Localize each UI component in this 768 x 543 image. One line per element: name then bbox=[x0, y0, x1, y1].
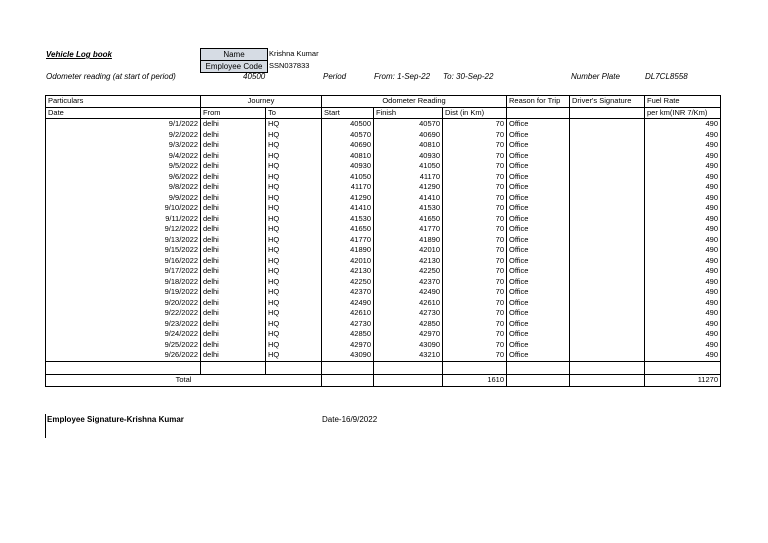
dist-cell: 70 bbox=[443, 329, 507, 340]
start-cell: 43090 bbox=[322, 350, 374, 361]
dist-cell: 70 bbox=[443, 319, 507, 330]
driver-signature-cell bbox=[570, 319, 645, 330]
driver-signature-cell bbox=[570, 329, 645, 340]
dist-cell: 70 bbox=[443, 287, 507, 298]
date-cell: 9/19/2022 bbox=[46, 287, 201, 298]
table-row bbox=[46, 203, 721, 214]
date-cell: 9/6/2022 bbox=[46, 172, 201, 183]
date-cell: 9/25/2022 bbox=[46, 340, 201, 351]
table-row bbox=[46, 214, 721, 225]
fuel-cell: 490 bbox=[645, 161, 721, 172]
driver-signature-cell bbox=[570, 172, 645, 183]
from-cell: delhi bbox=[201, 298, 266, 309]
fuel-cell: 490 bbox=[645, 277, 721, 288]
driver-signature-cell bbox=[570, 182, 645, 193]
start-cell: 42610 bbox=[322, 308, 374, 319]
finish-cell: 41290 bbox=[374, 182, 443, 193]
finish-cell: 40690 bbox=[374, 130, 443, 141]
number-plate-value: DL7CL8558 bbox=[645, 72, 688, 81]
fuel-rate-header: Fuel Rate bbox=[645, 96, 721, 108]
finish-cell: 41650 bbox=[374, 214, 443, 225]
to-cell: HQ bbox=[266, 340, 322, 351]
start-cell: 41170 bbox=[322, 182, 374, 193]
to-cell: HQ bbox=[266, 329, 322, 340]
start-cell: 41410 bbox=[322, 203, 374, 214]
driver-signature-header: Driver's Signature bbox=[570, 96, 645, 108]
fuel-cell: 490 bbox=[645, 329, 721, 340]
driver-signature-cell bbox=[570, 119, 645, 130]
dist-cell: 70 bbox=[443, 245, 507, 256]
date-cell: 9/11/2022 bbox=[46, 214, 201, 225]
start-cell: 41650 bbox=[322, 224, 374, 235]
date-cell: 9/15/2022 bbox=[46, 245, 201, 256]
finish-cell: 41410 bbox=[374, 193, 443, 204]
table-row bbox=[46, 119, 721, 130]
blank-cell bbox=[570, 361, 645, 374]
finish-cell: 40930 bbox=[374, 151, 443, 162]
header-row-1 bbox=[46, 96, 721, 108]
blank-cell bbox=[645, 361, 721, 374]
driver-signature-cell bbox=[570, 256, 645, 267]
name-label: Name bbox=[200, 48, 268, 61]
driver-signature-cell bbox=[570, 350, 645, 361]
fuel-cell: 490 bbox=[645, 266, 721, 277]
driver-signature-cell bbox=[570, 140, 645, 151]
period-label: Period bbox=[323, 72, 347, 81]
finish-cell: 40810 bbox=[374, 140, 443, 151]
from-cell: delhi bbox=[201, 350, 266, 361]
dist-cell: 70 bbox=[443, 151, 507, 162]
reason-cell: Office bbox=[507, 224, 570, 235]
total-start-cell bbox=[322, 374, 374, 386]
employee-code-value: SSN037833 bbox=[269, 61, 310, 70]
dist-cell: 70 bbox=[443, 130, 507, 141]
reason-cell: Office bbox=[507, 256, 570, 267]
from-cell: delhi bbox=[201, 140, 266, 151]
fuel-rate-unit-header: per km(INR 7/Km) bbox=[645, 107, 721, 119]
reason-subheader bbox=[507, 107, 570, 119]
table-row bbox=[46, 287, 721, 298]
finish-cell: 42730 bbox=[374, 308, 443, 319]
dist-cell: 70 bbox=[443, 182, 507, 193]
reason-cell: Office bbox=[507, 350, 570, 361]
driver-signature-cell bbox=[570, 161, 645, 172]
table-row bbox=[46, 172, 721, 183]
reason-cell: Office bbox=[507, 130, 570, 141]
start-cell: 41290 bbox=[322, 193, 374, 204]
table-row bbox=[46, 277, 721, 288]
start-cell: 41530 bbox=[322, 214, 374, 225]
from-cell: delhi bbox=[201, 182, 266, 193]
start-cell: 40810 bbox=[322, 151, 374, 162]
reason-cell: Office bbox=[507, 151, 570, 162]
reason-cell: Office bbox=[507, 182, 570, 193]
date-cell: 9/24/2022 bbox=[46, 329, 201, 340]
table-row bbox=[46, 161, 721, 172]
table-row bbox=[46, 266, 721, 277]
start-cell: 40690 bbox=[322, 140, 374, 151]
reason-cell: Office bbox=[507, 329, 570, 340]
driver-signature-cell bbox=[570, 214, 645, 225]
date-cell: 9/12/2022 bbox=[46, 224, 201, 235]
dist-cell: 70 bbox=[443, 308, 507, 319]
finish-cell: 42010 bbox=[374, 245, 443, 256]
reason-cell: Office bbox=[507, 266, 570, 277]
finish-cell: 42130 bbox=[374, 256, 443, 267]
log-title: Vehicle Log book bbox=[46, 50, 112, 59]
fuel-cell: 490 bbox=[645, 151, 721, 162]
table-row bbox=[46, 256, 721, 267]
total-label: Total bbox=[46, 374, 322, 386]
journey-header: Journey bbox=[201, 96, 322, 108]
finish-cell: 41050 bbox=[374, 161, 443, 172]
start-cell: 40500 bbox=[322, 119, 374, 130]
date-cell: 9/22/2022 bbox=[46, 308, 201, 319]
date-cell: 9/10/2022 bbox=[46, 203, 201, 214]
fuel-cell: 490 bbox=[645, 193, 721, 204]
driver-signature-cell bbox=[570, 308, 645, 319]
to-cell: HQ bbox=[266, 245, 322, 256]
to-cell: HQ bbox=[266, 298, 322, 309]
finish-cell: 42490 bbox=[374, 287, 443, 298]
driver-signature-subheader bbox=[570, 107, 645, 119]
dist-cell: 70 bbox=[443, 298, 507, 309]
from-cell: delhi bbox=[201, 277, 266, 288]
date-cell: 9/5/2022 bbox=[46, 161, 201, 172]
blank-cell bbox=[507, 361, 570, 374]
employee-signature: Employee Signature-Krishna Kumar bbox=[47, 415, 184, 424]
start-cell: 42850 bbox=[322, 329, 374, 340]
reason-cell: Office bbox=[507, 119, 570, 130]
date-cell: 9/17/2022 bbox=[46, 266, 201, 277]
date-cell: 9/3/2022 bbox=[46, 140, 201, 151]
table-row bbox=[46, 235, 721, 246]
table-row bbox=[46, 140, 721, 151]
start-cell: 40570 bbox=[322, 130, 374, 141]
driver-signature-cell bbox=[570, 193, 645, 204]
finish-cell: 43090 bbox=[374, 340, 443, 351]
table-row bbox=[46, 182, 721, 193]
finish-cell: 42370 bbox=[374, 277, 443, 288]
finish-cell: 41770 bbox=[374, 224, 443, 235]
from-header: From bbox=[201, 107, 266, 119]
blank-cell bbox=[322, 361, 374, 374]
to-cell: HQ bbox=[266, 256, 322, 267]
signature-line bbox=[45, 414, 46, 438]
start-cell: 42010 bbox=[322, 256, 374, 267]
reason-cell: Office bbox=[507, 319, 570, 330]
odometer-reading-header: Odometer Reading bbox=[322, 96, 507, 108]
dist-cell: 70 bbox=[443, 224, 507, 235]
start-cell: 41890 bbox=[322, 245, 374, 256]
dist-cell: 70 bbox=[443, 266, 507, 277]
from-cell: delhi bbox=[201, 193, 266, 204]
employee-code-label: Employee Code bbox=[200, 60, 268, 73]
odometer-label: Odometer reading (at start of period) bbox=[46, 72, 176, 81]
date-cell: 9/4/2022 bbox=[46, 151, 201, 162]
fuel-cell: 490 bbox=[645, 224, 721, 235]
fuel-cell: 490 bbox=[645, 245, 721, 256]
table-row bbox=[46, 151, 721, 162]
total-row bbox=[46, 374, 721, 386]
reason-cell: Office bbox=[507, 140, 570, 151]
dist-cell: 70 bbox=[443, 256, 507, 267]
reason-cell: Office bbox=[507, 193, 570, 204]
reason-cell: Office bbox=[507, 287, 570, 298]
finish-cell: 42970 bbox=[374, 329, 443, 340]
finish-cell: 41170 bbox=[374, 172, 443, 183]
fuel-cell: 490 bbox=[645, 319, 721, 330]
date-cell: 9/13/2022 bbox=[46, 235, 201, 246]
date-cell: 9/9/2022 bbox=[46, 193, 201, 204]
to-header: To bbox=[266, 107, 322, 119]
dist-cell: 70 bbox=[443, 119, 507, 130]
from-cell: delhi bbox=[201, 266, 266, 277]
from-cell: delhi bbox=[201, 172, 266, 183]
finish-cell: 40570 bbox=[374, 119, 443, 130]
date-cell: 9/2/2022 bbox=[46, 130, 201, 141]
date-cell: 9/26/2022 bbox=[46, 350, 201, 361]
total-finish-cell bbox=[374, 374, 443, 386]
to-cell: HQ bbox=[266, 130, 322, 141]
to-cell: HQ bbox=[266, 119, 322, 130]
driver-signature-cell bbox=[570, 245, 645, 256]
from-cell: delhi bbox=[201, 235, 266, 246]
from-cell: delhi bbox=[201, 203, 266, 214]
reason-cell: Office bbox=[507, 340, 570, 351]
fuel-cell: 490 bbox=[645, 130, 721, 141]
reason-cell: Office bbox=[507, 277, 570, 288]
start-cell: 42370 bbox=[322, 287, 374, 298]
driver-signature-cell bbox=[570, 151, 645, 162]
fuel-cell: 490 bbox=[645, 308, 721, 319]
start-cell: 42130 bbox=[322, 266, 374, 277]
dist-cell: 70 bbox=[443, 277, 507, 288]
from-cell: delhi bbox=[201, 308, 266, 319]
start-cell: 42730 bbox=[322, 319, 374, 330]
driver-signature-cell bbox=[570, 340, 645, 351]
blank-cell bbox=[266, 361, 322, 374]
blank-cell bbox=[201, 361, 266, 374]
reason-cell: Office bbox=[507, 235, 570, 246]
date-cell: 9/1/2022 bbox=[46, 119, 201, 130]
to-cell: HQ bbox=[266, 308, 322, 319]
to-cell: HQ bbox=[266, 172, 322, 183]
to-cell: HQ bbox=[266, 161, 322, 172]
to-cell: HQ bbox=[266, 151, 322, 162]
start-cell: 41770 bbox=[322, 235, 374, 246]
from-cell: delhi bbox=[201, 340, 266, 351]
reason-cell: Office bbox=[507, 214, 570, 225]
fuel-cell: 490 bbox=[645, 287, 721, 298]
reason-cell: Office bbox=[507, 172, 570, 183]
to-cell: HQ bbox=[266, 350, 322, 361]
to-cell: HQ bbox=[266, 224, 322, 235]
fuel-cell: 490 bbox=[645, 214, 721, 225]
date-cell: 9/18/2022 bbox=[46, 277, 201, 288]
finish-cell: 41890 bbox=[374, 235, 443, 246]
reason-cell: Office bbox=[507, 308, 570, 319]
to-cell: HQ bbox=[266, 193, 322, 204]
reason-cell: Office bbox=[507, 203, 570, 214]
reason-header: Reason for Trip bbox=[507, 96, 570, 108]
reason-cell: Office bbox=[507, 161, 570, 172]
driver-signature-cell bbox=[570, 235, 645, 246]
driver-signature-cell bbox=[570, 277, 645, 288]
finish-header: Finish bbox=[374, 107, 443, 119]
dist-cell: 70 bbox=[443, 214, 507, 225]
total-dist: 1610 bbox=[443, 374, 507, 386]
fuel-cell: 490 bbox=[645, 203, 721, 214]
from-cell: delhi bbox=[201, 287, 266, 298]
period-to: To: 30-Sep-22 bbox=[443, 72, 494, 81]
to-cell: HQ bbox=[266, 235, 322, 246]
start-cell: 42970 bbox=[322, 340, 374, 351]
from-cell: delhi bbox=[201, 151, 266, 162]
start-cell: 42250 bbox=[322, 277, 374, 288]
date-cell: 9/23/2022 bbox=[46, 319, 201, 330]
to-cell: HQ bbox=[266, 214, 322, 225]
dist-cell: 70 bbox=[443, 140, 507, 151]
driver-signature-cell bbox=[570, 203, 645, 214]
fuel-cell: 490 bbox=[645, 182, 721, 193]
from-cell: delhi bbox=[201, 224, 266, 235]
number-plate-label: Number Plate bbox=[571, 72, 620, 81]
blank-cell bbox=[46, 361, 201, 374]
start-cell: 41050 bbox=[322, 172, 374, 183]
driver-signature-cell bbox=[570, 298, 645, 309]
from-cell: delhi bbox=[201, 245, 266, 256]
fuel-cell: 490 bbox=[645, 298, 721, 309]
total-reason-cell bbox=[507, 374, 570, 386]
name-value: Krishna Kumar bbox=[269, 49, 319, 58]
dist-cell: 70 bbox=[443, 203, 507, 214]
from-cell: delhi bbox=[201, 319, 266, 330]
blank-cell bbox=[374, 361, 443, 374]
table-row bbox=[46, 245, 721, 256]
finish-cell: 42610 bbox=[374, 298, 443, 309]
table-row bbox=[46, 319, 721, 330]
finish-cell: 42250 bbox=[374, 266, 443, 277]
start-header: Start bbox=[322, 107, 374, 119]
to-cell: HQ bbox=[266, 319, 322, 330]
table-row bbox=[46, 350, 721, 361]
from-cell: delhi bbox=[201, 256, 266, 267]
reason-cell: Office bbox=[507, 245, 570, 256]
vehicle-log-table bbox=[45, 95, 721, 387]
dist-cell: 70 bbox=[443, 350, 507, 361]
dist-cell: 70 bbox=[443, 193, 507, 204]
date-cell: 9/8/2022 bbox=[46, 182, 201, 193]
finish-cell: 42850 bbox=[374, 319, 443, 330]
header-row-2 bbox=[46, 107, 721, 119]
dist-cell: 70 bbox=[443, 340, 507, 351]
start-cell: 42490 bbox=[322, 298, 374, 309]
finish-cell: 41530 bbox=[374, 203, 443, 214]
table-row bbox=[46, 340, 721, 351]
to-cell: HQ bbox=[266, 266, 322, 277]
from-cell: delhi bbox=[201, 130, 266, 141]
blank-cell bbox=[443, 361, 507, 374]
from-cell: delhi bbox=[201, 214, 266, 225]
driver-signature-cell bbox=[570, 130, 645, 141]
fuel-cell: 490 bbox=[645, 140, 721, 151]
from-cell: delhi bbox=[201, 329, 266, 340]
odometer-start-value: 40500 bbox=[243, 72, 266, 81]
period-from: From: 1-Sep-22 bbox=[374, 72, 431, 81]
from-cell: delhi bbox=[201, 161, 266, 172]
finish-cell: 43210 bbox=[374, 350, 443, 361]
table-row bbox=[46, 329, 721, 340]
to-cell: HQ bbox=[266, 182, 322, 193]
table-row bbox=[46, 130, 721, 141]
driver-signature-cell bbox=[570, 287, 645, 298]
from-cell: delhi bbox=[201, 119, 266, 130]
fuel-cell: 490 bbox=[645, 172, 721, 183]
date-cell: 9/20/2022 bbox=[46, 298, 201, 309]
to-cell: HQ bbox=[266, 287, 322, 298]
to-cell: HQ bbox=[266, 140, 322, 151]
fuel-cell: 490 bbox=[645, 235, 721, 246]
to-cell: HQ bbox=[266, 277, 322, 288]
table-row bbox=[46, 308, 721, 319]
to-cell: HQ bbox=[266, 203, 322, 214]
signature-date: Date-16/9/2022 bbox=[322, 415, 378, 424]
fuel-cell: 490 bbox=[645, 350, 721, 361]
total-fuel: 11270 bbox=[645, 374, 721, 386]
fuel-cell: 490 bbox=[645, 340, 721, 351]
dist-cell: 70 bbox=[443, 161, 507, 172]
table-row bbox=[46, 224, 721, 235]
dist-cell: 70 bbox=[443, 235, 507, 246]
particulars-header: Particulars bbox=[46, 96, 201, 108]
fuel-cell: 490 bbox=[645, 119, 721, 130]
table-row bbox=[46, 298, 721, 309]
blank-row bbox=[46, 361, 721, 374]
driver-signature-cell bbox=[570, 224, 645, 235]
date-header: Date bbox=[46, 107, 201, 119]
total-signature-cell bbox=[570, 374, 645, 386]
table-row bbox=[46, 193, 721, 204]
dist-header: Dist (in Km) bbox=[443, 107, 507, 119]
reason-cell: Office bbox=[507, 298, 570, 309]
fuel-cell: 490 bbox=[645, 256, 721, 267]
dist-cell: 70 bbox=[443, 172, 507, 183]
date-cell: 9/16/2022 bbox=[46, 256, 201, 267]
start-cell: 40930 bbox=[322, 161, 374, 172]
driver-signature-cell bbox=[570, 266, 645, 277]
